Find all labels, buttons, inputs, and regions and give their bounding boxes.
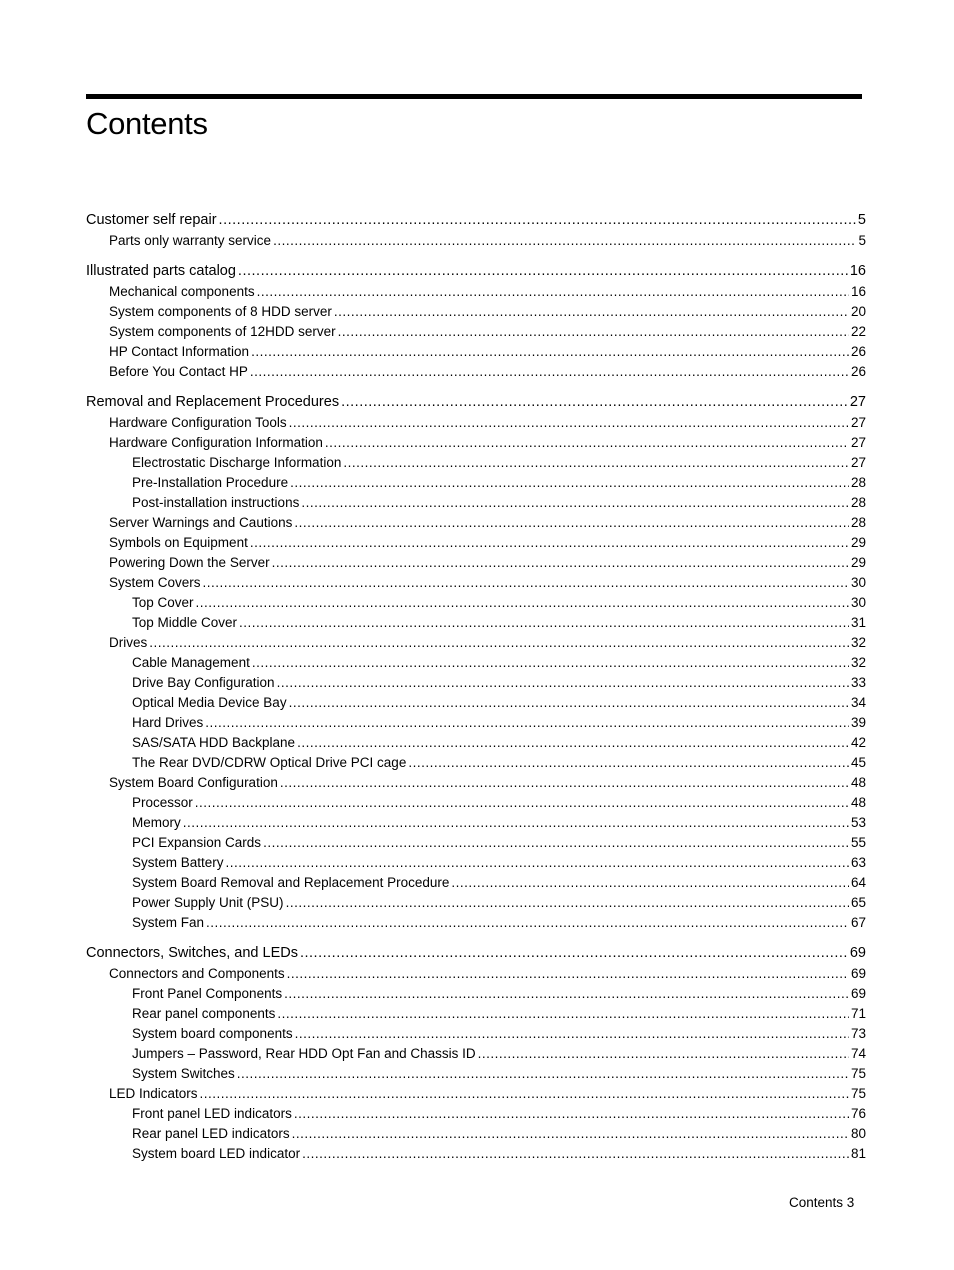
toc-page-number[interactable]: 5 xyxy=(857,212,866,228)
toc-page-number[interactable]: 71 xyxy=(850,1006,866,1021)
toc-entry-title[interactable]: Before You Contact HP xyxy=(109,364,248,379)
toc-entry[interactable] xyxy=(86,1024,866,1044)
toc-dot-leader xyxy=(478,1044,849,1064)
toc-entry-title[interactable]: Drives xyxy=(109,635,148,650)
toc-entry[interactable] xyxy=(86,553,866,573)
toc-dot-leader xyxy=(237,1064,849,1084)
toc-entry-title[interactable]: Electrostatic Discharge Information xyxy=(132,455,342,470)
toc-entry-title[interactable]: Rear panel components xyxy=(132,1006,276,1021)
toc-page-number[interactable]: 31 xyxy=(850,615,866,630)
toc-entry[interactable] xyxy=(86,653,866,673)
toc-entry-title[interactable]: Powering Down the Server xyxy=(109,555,270,570)
toc-entry[interactable] xyxy=(86,413,866,433)
toc-entry-title[interactable]: Mechanical components xyxy=(109,284,255,299)
toc-page-number[interactable]: 76 xyxy=(850,1106,866,1121)
toc-entry-title[interactable]: Optical Media Device Bay xyxy=(132,695,287,710)
toc-page-number[interactable]: 42 xyxy=(850,735,866,750)
toc-entry-title[interactable]: Top Middle Cover xyxy=(132,615,238,630)
toc-page-number[interactable]: 30 xyxy=(850,595,866,610)
toc-entry-title[interactable]: Pre-Installation Procedure xyxy=(132,475,289,490)
toc-entry[interactable] xyxy=(86,513,866,533)
toc-entry-title[interactable]: LED Indicators xyxy=(109,1086,198,1101)
toc-dot-leader xyxy=(239,613,849,633)
toc-entry-title[interactable]: Drive Bay Configuration xyxy=(132,675,275,690)
toc-page-number[interactable]: 32 xyxy=(850,655,866,670)
toc-entry-title[interactable]: Connectors, Switches, and LEDs xyxy=(86,945,298,961)
toc-page-number[interactable]: 75 xyxy=(850,1086,866,1101)
toc-dot-leader xyxy=(251,342,849,362)
toc-entry[interactable] xyxy=(86,893,866,913)
toc-page-number[interactable]: 16 xyxy=(849,263,866,279)
toc-dot-leader xyxy=(286,893,849,913)
toc-entry-title[interactable]: System Battery xyxy=(132,855,224,870)
toc-entry[interactable] xyxy=(86,773,866,793)
toc-page-number[interactable]: 22 xyxy=(850,324,866,339)
toc-dot-leader xyxy=(200,1084,849,1104)
toc-page-number[interactable]: 81 xyxy=(850,1146,866,1161)
toc-entry[interactable] xyxy=(86,1144,866,1164)
toc-page-number[interactable]: 29 xyxy=(850,555,866,570)
toc-page-number[interactable]: 16 xyxy=(850,284,866,299)
toc-entry-title[interactable]: Post-installation instructions xyxy=(132,495,300,510)
toc-entry-title[interactable]: Power Supply Unit (PSU) xyxy=(132,895,284,910)
toc-dot-leader xyxy=(277,1004,849,1024)
toc-entry-title[interactable]: Processor xyxy=(132,795,193,810)
toc-dot-leader xyxy=(238,261,848,282)
toc-entry[interactable] xyxy=(86,433,866,453)
toc-page-number[interactable]: 75 xyxy=(850,1066,866,1081)
toc-page-number[interactable]: 64 xyxy=(850,875,866,890)
toc-page-number[interactable]: 27 xyxy=(849,394,866,410)
toc-entry-title[interactable]: Cable Management xyxy=(132,655,250,670)
toc-dot-leader xyxy=(149,633,849,653)
toc-dot-leader xyxy=(205,713,849,733)
toc-page-number[interactable]: 26 xyxy=(850,364,866,379)
toc-page-number[interactable]: 33 xyxy=(850,675,866,690)
toc-entry-title[interactable]: Illustrated parts catalog xyxy=(86,263,236,279)
toc-entry[interactable] xyxy=(86,613,866,633)
toc-entry[interactable] xyxy=(86,733,866,753)
toc-dot-leader xyxy=(195,793,849,813)
toc-entry[interactable] xyxy=(86,533,866,553)
toc-page-number[interactable]: 32 xyxy=(850,635,866,650)
toc-entry[interactable] xyxy=(86,231,866,251)
toc-entry-title[interactable]: Rear panel LED indicators xyxy=(132,1126,290,1141)
toc-entry[interactable] xyxy=(86,713,866,733)
toc-dot-leader xyxy=(451,873,849,893)
toc-entry-title[interactable]: HP Contact Information xyxy=(109,344,250,359)
toc-dot-leader xyxy=(250,362,849,382)
toc-page-number[interactable]: 27 xyxy=(850,435,866,450)
toc-entry[interactable] xyxy=(86,1004,866,1024)
toc-page-number[interactable]: 30 xyxy=(850,575,866,590)
toc-entry[interactable] xyxy=(86,793,866,813)
toc-page-number[interactable]: 80 xyxy=(850,1126,866,1141)
toc-entry[interactable] xyxy=(86,593,866,613)
toc-dot-leader xyxy=(294,513,849,533)
toc-dot-leader xyxy=(289,413,849,433)
toc-entry[interactable] xyxy=(86,693,866,713)
toc-dot-leader xyxy=(219,210,856,231)
toc-entry[interactable] xyxy=(86,673,866,693)
toc-entry-title[interactable]: Jumpers – Password, Rear HDD Opt Fan and Chassis ID xyxy=(132,1046,476,1061)
toc-dot-leader xyxy=(272,553,849,573)
page-footer: Contents 3 xyxy=(789,1195,855,1210)
toc-dot-leader xyxy=(263,833,849,853)
toc-entry-title[interactable]: System board LED indicator xyxy=(132,1146,301,1161)
toc-entry-title[interactable]: Server Warnings and Cautions xyxy=(109,515,293,530)
toc-dot-leader xyxy=(250,533,849,553)
toc-entry[interactable] xyxy=(86,1084,866,1104)
toc-entry-title[interactable]: PCI Expansion Cards xyxy=(132,835,262,850)
toc-entry-title[interactable]: Hard Drives xyxy=(132,715,204,730)
toc-dot-leader xyxy=(302,1144,849,1164)
toc-dot-leader xyxy=(325,433,849,453)
toc-dot-leader xyxy=(341,392,848,413)
toc-entry-title[interactable]: Customer self repair xyxy=(86,212,217,228)
title-rule xyxy=(86,94,862,99)
toc-dot-leader xyxy=(292,1124,849,1144)
toc-dot-leader xyxy=(408,753,849,773)
toc-entry-title[interactable]: Memory xyxy=(132,815,181,830)
toc-entry-title[interactable]: System Covers xyxy=(109,575,201,590)
toc-dot-leader xyxy=(295,1024,849,1044)
toc-dot-leader xyxy=(300,943,848,964)
toc-page-number[interactable]: 28 xyxy=(850,495,866,510)
toc-dot-leader xyxy=(334,302,849,322)
toc-entry[interactable] xyxy=(86,210,866,231)
toc-entry[interactable] xyxy=(86,984,866,1004)
toc-entry[interactable] xyxy=(86,913,866,933)
toc-dot-leader xyxy=(196,593,849,613)
toc-page-number[interactable]: 28 xyxy=(850,475,866,490)
toc-page-number[interactable]: 55 xyxy=(850,835,866,850)
toc-entry[interactable] xyxy=(86,261,866,282)
toc-entry-title[interactable]: Hardware Configuration Information xyxy=(109,435,323,450)
toc-entry[interactable] xyxy=(86,282,866,302)
toc-dot-leader xyxy=(206,913,849,933)
toc-dot-leader xyxy=(294,1104,849,1124)
toc-dot-leader xyxy=(289,693,849,713)
toc-page-number[interactable]: 39 xyxy=(850,715,866,730)
toc-dot-leader xyxy=(203,573,849,593)
toc-entry[interactable] xyxy=(86,853,866,873)
toc-entry-title[interactable]: System Board Configuration xyxy=(109,775,278,790)
toc-entry[interactable] xyxy=(86,633,866,653)
page-title: Contents xyxy=(86,106,208,141)
toc-page-number[interactable]: 53 xyxy=(850,815,866,830)
toc-entry-title[interactable]: Front panel LED indicators xyxy=(132,1106,292,1121)
toc-entry[interactable] xyxy=(86,873,866,893)
toc-entry-title[interactable]: Connectors and Components xyxy=(109,966,285,981)
toc-page-number[interactable]: 67 xyxy=(850,915,866,930)
toc-entry[interactable] xyxy=(86,964,866,984)
toc-entry[interactable] xyxy=(86,493,866,513)
toc-entry[interactable] xyxy=(86,322,866,342)
toc-entry[interactable] xyxy=(86,573,866,593)
toc-dot-leader xyxy=(183,813,849,833)
toc-page-number[interactable]: 29 xyxy=(850,535,866,550)
toc-entry-title[interactable]: System Fan xyxy=(132,915,205,930)
toc-page-number[interactable]: 69 xyxy=(849,945,866,961)
toc-entry-title[interactable]: System Switches xyxy=(132,1066,235,1081)
toc-page-number[interactable]: 48 xyxy=(850,775,866,790)
toc-page-number[interactable]: 63 xyxy=(850,855,866,870)
toc-entry[interactable] xyxy=(86,943,866,964)
toc-entry-title[interactable]: SAS/SATA HDD Backplane xyxy=(132,735,296,750)
toc-entry-title[interactable]: System Board Removal and Replacement Procedure xyxy=(132,875,450,890)
toc-entry[interactable] xyxy=(86,473,866,493)
toc-page-number[interactable]: 74 xyxy=(850,1046,866,1061)
toc-dot-leader xyxy=(226,853,849,873)
toc-entry-title[interactable]: System components of 12HDD server xyxy=(109,324,336,339)
toc-page-number[interactable]: 48 xyxy=(850,795,866,810)
toc-page-number[interactable]: 27 xyxy=(850,455,866,470)
toc-dot-leader xyxy=(287,964,849,984)
toc-entry[interactable] xyxy=(86,453,866,473)
toc-entry-title[interactable]: Hardware Configuration Tools xyxy=(109,415,287,430)
toc-dot-leader xyxy=(290,473,849,493)
toc-page-number[interactable]: 28 xyxy=(850,515,866,530)
toc-entry-title[interactable]: Front Panel Components xyxy=(132,986,283,1001)
toc-entry[interactable] xyxy=(86,1124,866,1144)
toc-dot-leader xyxy=(273,231,856,251)
toc-dot-leader xyxy=(252,653,849,673)
toc-page-number[interactable]: 69 xyxy=(850,966,866,981)
toc-entry-title[interactable]: Symbols on Equipment xyxy=(109,535,248,550)
toc-entry[interactable] xyxy=(86,1064,866,1084)
toc-dot-leader xyxy=(297,733,849,753)
toc-dot-leader xyxy=(284,984,849,1004)
toc-entry[interactable] xyxy=(86,302,866,322)
toc-entry-title[interactable]: Top Cover xyxy=(132,595,194,610)
toc-page-number[interactable]: 20 xyxy=(850,304,866,319)
toc-entry[interactable] xyxy=(86,753,866,773)
toc-dot-leader xyxy=(338,322,849,342)
toc-page-number[interactable]: 34 xyxy=(850,695,866,710)
toc-entry[interactable] xyxy=(86,392,866,413)
toc-entry-title[interactable]: Parts only warranty service xyxy=(109,233,272,248)
toc-entry[interactable] xyxy=(86,1044,866,1064)
toc-page-number[interactable]: 5 xyxy=(858,233,866,248)
toc-page-number[interactable]: 65 xyxy=(850,895,866,910)
toc-page-number[interactable]: 45 xyxy=(850,755,866,770)
toc-entry[interactable] xyxy=(86,813,866,833)
toc-dot-leader xyxy=(301,493,849,513)
toc-entry[interactable] xyxy=(86,833,866,853)
toc-entry-title[interactable]: Removal and Replacement Procedures xyxy=(86,394,340,410)
toc-dot-leader xyxy=(343,453,849,473)
toc-dot-leader xyxy=(280,773,849,793)
toc-dot-leader xyxy=(277,673,849,693)
toc-entry[interactable] xyxy=(86,342,866,362)
toc-entry[interactable] xyxy=(86,1104,866,1124)
toc-page-number[interactable]: 73 xyxy=(850,1026,866,1041)
toc-dot-leader xyxy=(257,282,849,302)
table-of-contents xyxy=(86,210,866,1164)
toc-entry-title[interactable]: System board components xyxy=(132,1026,293,1041)
toc-entry[interactable] xyxy=(86,362,866,382)
toc-entry-title[interactable]: System components of 8 HDD server xyxy=(109,304,332,319)
toc-page-number[interactable]: 26 xyxy=(850,344,866,359)
toc-page-number[interactable]: 69 xyxy=(850,986,866,1001)
toc-entry-title[interactable]: The Rear DVD/CDRW Optical Drive PCI cage xyxy=(132,755,407,770)
toc-page-number[interactable]: 27 xyxy=(850,415,866,430)
